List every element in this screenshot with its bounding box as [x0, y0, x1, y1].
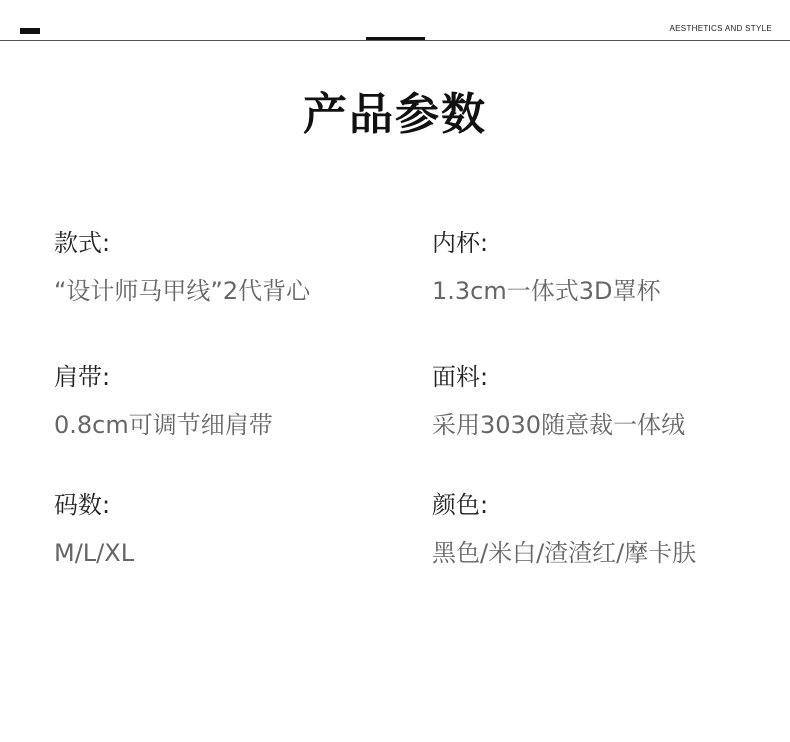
param-label: 码数: — [54, 491, 111, 519]
param-style — [54, 228, 310, 306]
param-value: 黑色/米白/渣渣红/摩卡肤 — [432, 539, 697, 567]
param-size — [54, 490, 134, 568]
param-color — [432, 490, 696, 568]
header-tagline: AESTHETICS AND STYLE — [669, 24, 772, 33]
param-strap — [54, 362, 273, 440]
header-divider — [0, 40, 790, 41]
param-label: 内杯: — [432, 229, 489, 257]
param-cup — [432, 228, 661, 306]
param-label: 肩带: — [54, 363, 111, 391]
param-label: 面料: — [432, 363, 489, 391]
param-value: “设计师马甲线”2代背心 — [54, 277, 311, 305]
param-value: 0.8cm可调节细肩带 — [54, 411, 273, 439]
page-title: 产品参数 — [303, 89, 487, 140]
param-label: 款式: — [54, 229, 111, 257]
header-left-mark — [20, 28, 40, 34]
param-fabric — [432, 362, 685, 440]
param-value: 1.3cm一体式3D罩杯 — [432, 277, 661, 305]
param-label: 颜色: — [432, 491, 489, 519]
param-value: 采用3030随意裁一体绒 — [432, 411, 686, 439]
param-value: M/L/XL — [54, 539, 135, 567]
